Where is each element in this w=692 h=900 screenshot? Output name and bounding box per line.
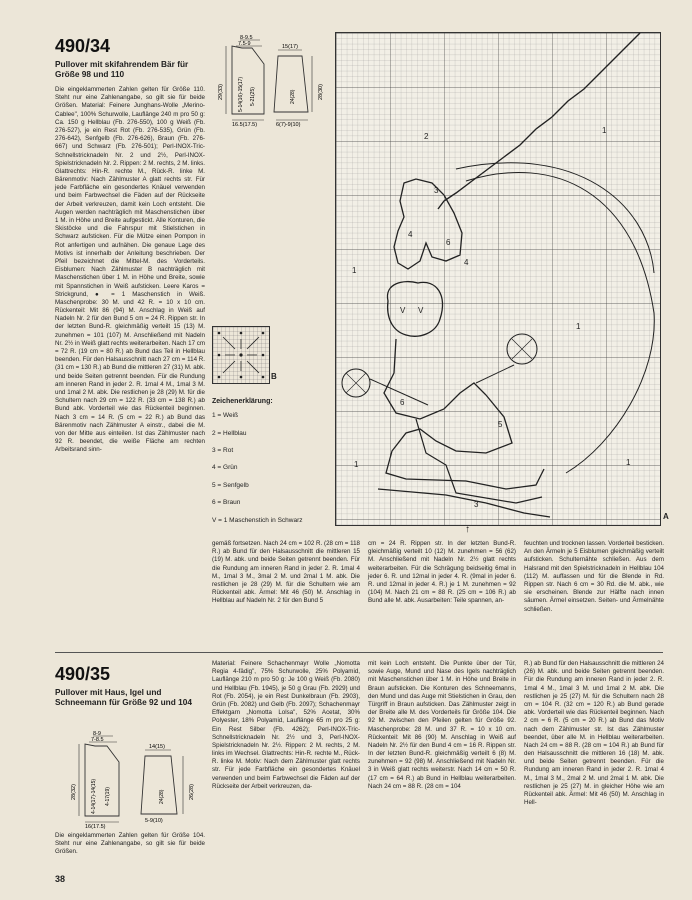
zone-label-1c: 1: [576, 322, 581, 331]
schem1-l4: 5-14(16)-15(17): [238, 76, 244, 112]
schem2-l7: 16(17.5): [85, 824, 106, 830]
schem1-l2: 15(17): [282, 44, 298, 50]
schem1-l9: 28(30): [318, 84, 324, 100]
pattern-2-text-col4: [524, 660, 664, 880]
pattern-2-intro-col: [55, 832, 205, 872]
chart-a-label: A: [663, 512, 669, 521]
pattern-1-text-col4: [524, 540, 664, 640]
schem2-l4: 4-14(17)-14(15): [91, 778, 97, 814]
pattern-2-col3-body: mit kein Loch entsteht. Die Punkte über der Tür, sowie Auge, Mund und Nase des Igels nachträglich mit Maschenstichen über 1 M. in Höhe und Breite in Braun aufsticken. Die Konturen des Schneemanns, den Mund und das Auge mit Stielstichen in Grau, den Türgriff in Braun aufsticken. Das Zählmuster zeigt in der Breite alle M. des Vorderteils für Größe 104. Die 92 M. zwischen den Pfeilen gelten für Größe 92. Maschenprobe: 28 M. und 37 R. = 10 x 10 cm. Rückenteil: Mit 86 (90) M. Anschlag in Weiß auf Nadeln Nr. 2½ für den Bund 4 cm = 16 R. Rippen str. In der letzten Bund-R. gleichmäßig verteilt 6 (8) M. zunehmen = 92 (98) M. Anschließend mit Nadeln Nr. 3 in Weiß glatt rechts weiterstr. Nach 14 cm = 50 R. (17 cm = 64 R.) ab Bund in Hellblau weiterarbeiten. Nach 24 cm = 88 R. (28 cm = 104: [368, 660, 516, 790]
center-arrow: ↑: [465, 524, 470, 535]
legend-item-2: 2 = Hellblau: [212, 429, 247, 437]
zone-label-3: 3: [434, 186, 439, 195]
zone-label-1a: 1: [602, 126, 607, 135]
chart-b: [212, 326, 270, 384]
zone-label-1d: 1: [354, 460, 359, 469]
pattern-2-intro: Die eingeklammerten Zahlen gelten für Größe 104. Steht nur eine Zahlenangabe, so gilt sie für beide Größen.: [55, 832, 205, 856]
zone-label-1e: 1: [626, 458, 631, 467]
zone-label-4a: 4: [408, 230, 413, 239]
pattern-2-col2-body: Material: Feinere Schachenmayr Wolle „Nomotta Regia 4-fädig", 75% Schurwolle, 25% Polyamid, Lauflänge 210 m pro 50 g: Je 100 g Weiß (Fb. 2080) und Hellblau (Fb. 1945), je 50 g Grau (Fb. 2929) und Rot (Fb. 2054), je ein Rest Dunkelbraun (Fb. 2903), Grün (Fb. 2082) und Gelb (Fb. 2097); Schachenmayr Effektgarn „Nomotta Lolsa", 52% Acetat, 30% Polyester, 18% Polyamid, Lauflänge 65 m pro 25 g: Ein Rest Silber (Fb. 4262); Perl-INOX-Tric-Schnellstricknadeln Nr. 2½ und 3, Perl-INOX-Spielstricknadeln Nr. 2½. Rippen: 2 M. rechts, 2 M. links im Wechsel. Glattrechts: Hin-R. rechte M., Rück-R. linke M. Motiv: Nach dem Zählmuster glatt rechts str. Für jede Farbfläche ein gesondertes Knäuel verwenden und beim Farbwechsel die Fäden auf der Rückseite der Arbeit verkreuzen, da-: [212, 660, 360, 790]
schem1-l6: 24(28): [290, 89, 296, 104]
schem2-l2: 14(15): [149, 744, 165, 750]
schem2-l5: 4-17(19): [105, 787, 111, 806]
schem2-l9: 26(28): [189, 784, 195, 800]
zone-label-5: 5: [498, 420, 503, 429]
schem1-l0: 8-9.5: [240, 35, 253, 41]
schem2-l8: 5-9(10): [145, 818, 163, 824]
pattern-1-text-col2: [212, 540, 360, 640]
section-divider: [55, 652, 663, 653]
eye-stitch-right: V: [418, 306, 424, 315]
schem2-l6: 24(28): [159, 789, 165, 804]
schem1-l1: 7.5-9: [238, 41, 251, 47]
legend-item-3: 3 = Rot: [212, 446, 234, 454]
schem1-l7: 16.5(17.5): [232, 122, 258, 128]
legend-title: Zeichenerklärung:: [212, 398, 273, 405]
legend-item-5: 5 = Senfgelb: [212, 481, 249, 489]
pattern-2-text-col2: [212, 660, 360, 880]
legend-item-7: V = 1 Maschenstich in Schwarz: [212, 516, 303, 524]
zone-label-3b: 3: [474, 500, 479, 509]
legend-item-1: 1 = Weiß: [212, 412, 239, 420]
page-number: 38: [55, 874, 66, 884]
pattern-2-title: Pullover mit Haus, Igel und Schneemann für Größe 92 und 104: [55, 687, 192, 707]
schem2-l1: 7-8.5: [91, 737, 104, 743]
schem1-l8: 6(7)-9(10): [276, 122, 301, 128]
pattern-1-body: Die eingeklammerten Zahlen gelten für Größe 110. Steht nur eine Zahlenangabe, so gilt sie für beide Größen. Material: Feinere Junghans-Wolle „Merino-Cablee", 100% Schurwolle, Lauflänge 240 m pro 50 g: Ca. 150 g Hellblau (Fb. 276-550), 100 g Weiß (Fb. 276-527), je ein Rest Rot (Fb. 276-535), Grün (Fb. 276-642), Senfgelb (Fb. 276-626), Braun (Fb. 276-667) und Schwarz (Fb. 276-501); Perl-INOX-Tric-Schnellstricknadeln Nr. 2 und 2½, Perl-INOX-Spielstricknadeln Nr. 2. Rippen: 2 M. rechts, 2 M. links. Glattrechts: Hin-R. rechte M., Rück-R. linke M. Bärenmotiv: Nach Zählmuster A glatt rechts str. Für jede Farbfläche ein gesondertes Knäuel verwenden und beim Farbwechsel die Fäden auf der Rückseite der Arbeit verkreuzen, damit kein Loch entsteht. Die Augen werden nachträglich mit Maschenstichen über 1 M. in Höhe und Breite aufgestickt. Alle Konturen, die Skistöcke und die Fahrspur mit Stielstichen in Schwarz aufsticken. Für die Mütze einen Pompon in Rot anfertigen und aufnähen. Die genaue Lage des Motivs ist innerhalb der Anleitung beschrieben. Der Pfeil bezeichnet die Mittel-M. des Vorderteils. Eisblumen: Nach Zählmuster B nachträglich mit Maschenstichen über 1 M. in Höhe und Breite, sowie mit Spannstichen in Weiß aufsticken. Leere Karos = Strickgrund, ● = 1 Maschenstich in Weiß. Maschenprobe: 30 M. und 42 R. = 10 x 10 cm. Rückenteil: Mit 86 (94) M. Anschlag in Weiß auf Nadeln Nr. 2 für den Bund 5 cm = 24 R. Rippen str. In der letzten Bund-R. gleichmäßig verteilt 15 (13) M. zunehmen = 101 (107) M. Anschließend mit Nadeln Nr. 2½ in Weiß glatt rechts weiterarbeiten. Nach 17 cm = 72 R. (19 cm = 80 R.) ab Bund das Teil in Hellblau beenden. Für den Halsausschnitt nach 27 cm = 114 R. (31 cm = 130 R.) ab Bund die mittleren 27 (31) M. abk. und beide Seiten getrennt beenden. Für die Rundung am inneren Rand in jeder 2. R. 1mal 4 M., 1mal 3 M. und 1mal 2 M. abk. Die restlichen je 28 (29) M. für die Schultern nach 29 cm = 122 R. (33 cm = 138 R.) ab Bund abk. Vorderteil wie das Rückenteil beginnen. Nach 3 cm = 14 R. (5 cm = 22 R.) ab Bund das Bärenmotiv nach Zählmuster A einstr., dabei die M. von der Mitte aus einteilen. Ist das Zählmuster nach 92 R. beendet, die weiße Fläche am rechten Arbeitsrand sinn-: [55, 86, 205, 454]
schem1-l3: 29(33): [218, 84, 224, 100]
zone-label-6b: 6: [400, 398, 405, 407]
pattern-1-text-col1: [55, 86, 205, 541]
schem2-l0: 8-9: [93, 731, 101, 737]
pattern-2-text-col3: [368, 660, 516, 880]
legend: [212, 396, 332, 526]
eye-stitch-left: V: [400, 306, 406, 315]
pattern-2-number: 490/35: [55, 664, 111, 684]
schem2-l3: 28(32): [71, 784, 77, 800]
pattern-1-schematic: [212, 34, 330, 128]
pattern-1-col3-body: cm = 24 R. Rippen str. In der letzten Bund-R. gleichmäßig verteilt 10 (12) M. zunehmen = 56 (62) M. Anschließend mit Nadeln Nr. 2½ glatt rechts weiterarbeiten. Für die Schrägung beidseitig 6mal in jeder 6. R. und 12mal in jeder 4. R. (9mal in jeder 6. R. und 12mal in jeder 4. R.) je 1 M. zunehmen = 92 (104) M. Nach 21 cm = 88 R. (25 cm = 106 R.) ab Bund alle M. abk. Ausarbeiten: Teile spannen, an-: [368, 540, 516, 605]
pattern-1-col2-body: gemäß fortsetzen. Nach 24 cm = 102 R. (28 cm = 118 R.) ab Bund für den Halsausschnitt die mittleren 15 (19) M. abk. und beide Seiten getrennt beenden. Für die Rundung am inneren Rand in jeder 2. R. 1mal 4 M., 1mal 3 M., 3mal 2 M. und 2mal 1 M. abk. Die restlichen je 28 (29) M. für die Schultern wie am Rückenteil abk. Ärmel: Mit 46 (50) M. Anschlag in Hellblau auf Nadeln Nr. 2 für den Bund 5: [212, 540, 360, 605]
zone-label-1b: 1: [352, 266, 357, 275]
pattern-1-number: 490/34: [55, 36, 111, 56]
chart-b-label: B: [271, 372, 277, 381]
schem1-l5: 5-21(25): [250, 87, 256, 106]
legend-item-4: 4 = Grün: [212, 464, 238, 472]
pattern-2-col4-body: R.) ab Bund für den Halsausschnitt die mittleren 24 (26) M. abk. und beide Seiten getrennt beenden. Für die Rundung am inneren Rand in jeder 2. R. 1mal 4 M., 1mal 3 M. und 1mal 2 M. abk. Die restlichen je 25 (27) M. für die Schultern nach 28 cm = 104 R. (32 cm = 120 R.) ab Bund gerade abk. Vorderteil wie das Rückenteil beginnen. Nach 2 cm = 6 R. (5 cm = 20 R.) ab Bund das Motiv nach dem Zählmuster str. Ist das Zählmuster beendet, über alle M. in Hellblau weiterarbeiten. Nach 24 cm = 88 R. (28 cm = 104 R.) ab Bund für den Halsausschnitt die mittleren 16 (18) M. abk. und beide Seiten getrennt beenden. Für die Rundung am inneren Rand in jeder 2. R. 1mal 4 M., 1mal 3 M., 2mal 2 M. und 2mal 1 M. abk. Die restlichen je 25 (27) M. in gleicher Höhe wie am Rückenteil abk. Ärmel: Mit 46 (50) M. Anschlag in Hell-: [524, 660, 664, 807]
legend-item-6: 6 = Braun: [212, 499, 241, 507]
zone-label-4b: 4: [464, 258, 469, 267]
chart-a: [335, 32, 661, 526]
pattern-1-text-col3: [368, 540, 516, 640]
pattern-2-schematic: [55, 730, 205, 830]
pattern-1-col4-body: feuchten und trocknen lassen. Vorderteil besticken. An den Ärmeln je 5 Eisblumen gleichmäßig verteilt aufsticken. Schulternähte schließen. Aus dem Halsrand mit den Spielstricknadeln in Hellblau 104 (112) M. auffassen und für die Blende in Rd. Rippen str. Nach 6 cm = 30 Rd. die M. abk., wie sie erscheinen. Blende zur Hälfte nach innen säumen. Ärmel einsetzen. Seiten- und Ärmelnähte schließen.: [524, 540, 664, 613]
zone-label-2: 2: [424, 132, 429, 141]
pattern-1-title: Pullover mit skifahrendem Bär für Größe 98 und 110: [55, 59, 189, 79]
zone-label-6a: 6: [446, 238, 451, 247]
